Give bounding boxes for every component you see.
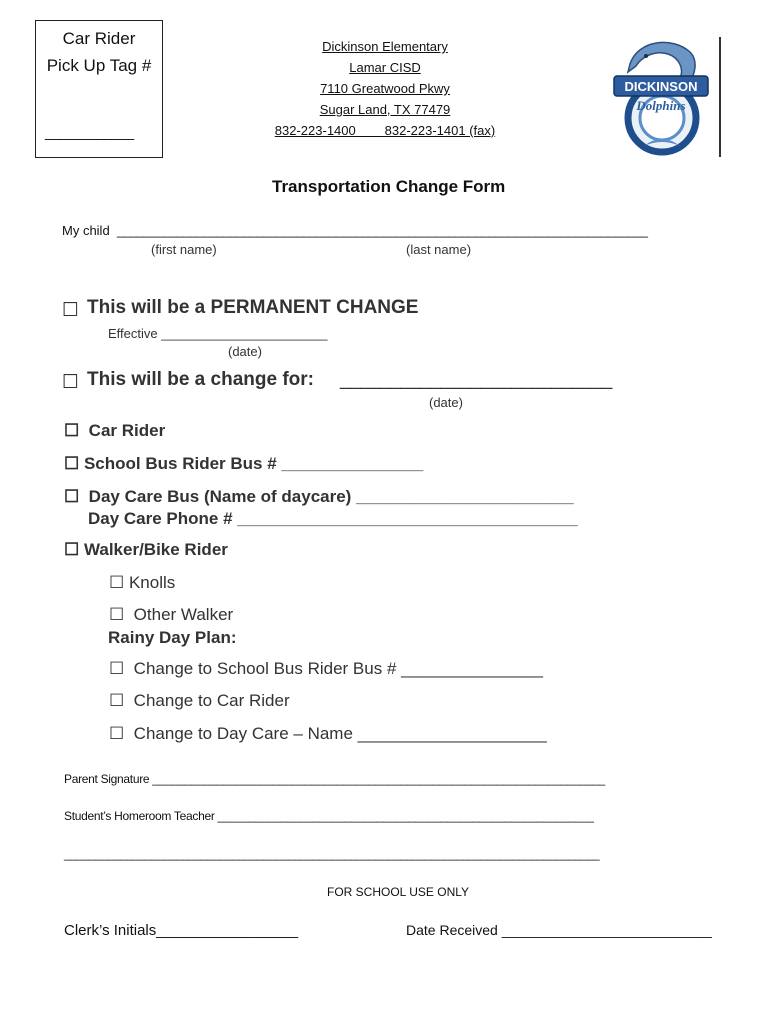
school-district: Lamar CISD [349,60,421,75]
permanent-change-label: This will be a PERMANENT CHANGE [87,297,419,318]
tag-box-title: Car Rider [62,29,136,48]
effective-date-field[interactable]: Effective _______________________ [108,326,328,341]
tag-box-subtitle: Pick Up Tag # [46,56,152,75]
first-name-caption: (first name) [151,242,217,257]
permanent-checkbox[interactable]: ☐ [62,299,80,321]
dolphin-eye [644,54,648,58]
child-name-field[interactable]: ________________________________________________________________________________ [117,223,648,238]
daycare-phone-field[interactable]: Day Care Phone # ____________________________________ [88,509,578,528]
change-for-label: This will be a change for: [87,369,314,390]
parent-signature-field[interactable]: Parent Signature _______________________________________________________________________ [64,772,605,786]
school-street: 7110 Greatwood Pkwy [320,81,450,96]
change-date-field[interactable]: ___________________________ [340,369,612,390]
logo-word-dolphins: Dolphins [636,98,686,113]
change-date-caption: (date) [429,395,463,410]
other-walker-option[interactable]: ☐ Other Walker [109,605,234,624]
car-rider-tag-box [35,20,163,158]
daycare-bus-option[interactable]: ☐ Day Care Bus (Name of daycare) _______________________ [64,487,574,506]
clerk-initials-field[interactable]: Clerk’s Initials_________________ [64,922,299,939]
rainy-day-label: Rainy Day Plan: [108,628,237,647]
tag-number-field[interactable]: ____________ [45,124,134,141]
last-name-caption: (last name) [406,242,472,257]
teacher-field[interactable]: Student’s Homeroom Teacher ___________________________________________________________ [64,809,594,823]
office-divider: ______________________________________________________________________________________ [64,847,600,861]
school-name: Dickinson Elementary [322,39,448,54]
rainy-bus-option[interactable]: ☐ Change to School Bus Rider Bus # _______________ [109,659,543,678]
child-label: My child [62,223,110,238]
school-use-heading: FOR SCHOOL USE ONLY [327,885,470,899]
school-phones: 832-223-1400 832-223-1401 (fax) [274,123,496,138]
car-rider-option[interactable]: ☐ Car Rider [64,421,166,440]
school-city: Sugar Land, TX 77479 [319,102,451,117]
bus-rider-option[interactable]: ☐ School Bus Rider Bus # _______________ [64,454,424,473]
knolls-option[interactable]: ☐ Knolls [109,573,176,592]
walker-option[interactable]: ☐ Walker/Bike Rider [64,540,228,559]
rainy-daycare-option[interactable]: ☐ Change to Day Care – Name ____________________ [109,724,547,743]
logo-word-dickinson: DICKINSON [624,79,698,94]
rainy-car-option[interactable]: ☐ Change to Car Rider [109,691,290,710]
dolphin-logo [610,34,712,158]
header-divider [719,37,721,157]
change-for-checkbox[interactable]: ☐ [62,371,80,393]
date-received-field[interactable]: Date Received ___________________________ [406,922,712,938]
effective-date-caption: (date) [228,344,262,359]
form-title: Transportation Change Form [272,177,506,196]
